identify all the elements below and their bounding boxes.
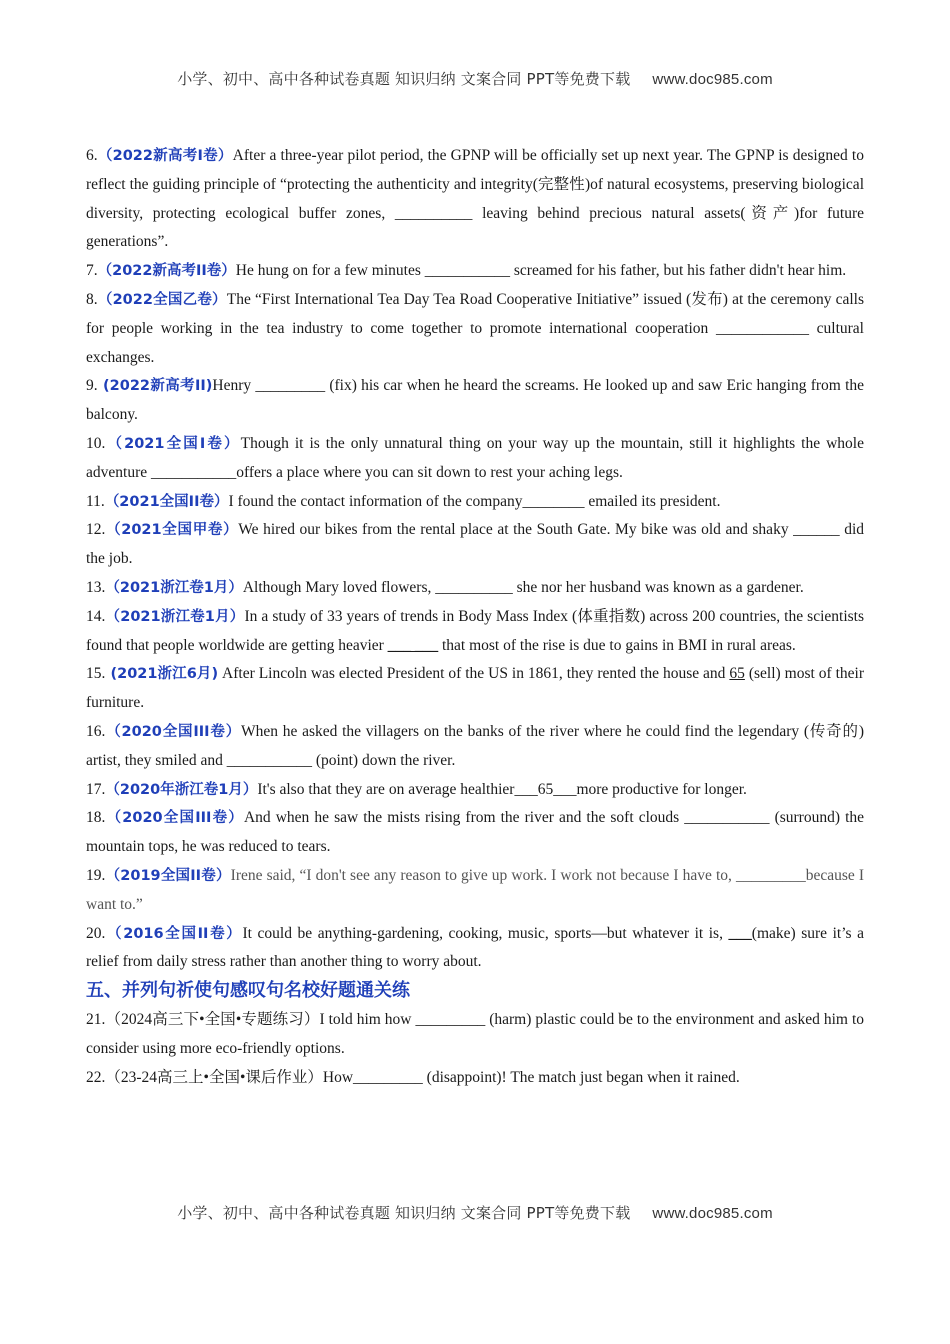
- header-banner: [0, 68, 950, 89]
- question-source: （2022全国乙卷）: [97, 291, 227, 308]
- question-source: （2022新高考I卷）: [97, 148, 233, 164]
- question-14: 14.（2021浙江卷1月）In a study of 33 years of trends in Body Mass Index (体重指数) across 200 countries, the scientists found that people worldwide are getting heavier ___ ___ that most of the rise is due to gains in BMI in rural areas.: [86, 607, 864, 654]
- question-source: （2022新高考II卷）: [97, 263, 236, 280]
- question-22: 22.（23-24高三上•全国•课后作业）How_________ (disappoint)! The match just began when it rained.: [86, 1068, 740, 1086]
- question-text: In a study of 33 years of trends in Body Mass Index (体重指数) across 200 countries, the scientists found that people worldwide are getting heavier: [86, 607, 864, 654]
- question-text: When he asked the villagers on the banks of the river where he could find the legendary (传奇的) artist, they smiled and ___________ (point) down the river.: [86, 722, 864, 769]
- answer-blank: ___ ___: [387, 636, 439, 654]
- question-text-cont: that most of the rise is due to gains in BMI in rural areas.: [438, 636, 796, 654]
- answer-blank: ___: [728, 924, 752, 942]
- question-source: （2021全国II卷）: [104, 493, 229, 510]
- question-text: It's also that they are on average healthier___65___more productive for longer.: [257, 780, 747, 798]
- answer-blank: 65: [729, 665, 745, 683]
- question-text: And when he saw the mists rising from the river and the soft clouds ___________ (surround) the mountain tops, he was reduced to tears.: [86, 809, 865, 856]
- question-text: Though it is the only unnatural thing on your way up the mountain, still it highlights the whole adventure ___________offers a place where you can sit down to rest your aching legs.: [86, 434, 864, 481]
- question-6: 6.（2022新高考I卷）After a three-year pilot period, the GPNP will be officially set up next year. The GPNP is designed to reflect the guiding principle of “protecting the authenticity and integrity(完整性)of natural ecosystems, preserving biological diversity, protecting ecological buffer zones, __________ leaving behind precious natural assets(资产)for future generations”.: [86, 147, 864, 251]
- footer-banner: [0, 1202, 950, 1223]
- question-17: 17.（2020年浙江卷1月）It's also that they are on average healthier___65___more productive for longer.: [86, 780, 747, 798]
- question-text: How_________ (disappoint)! The match just began when it rained.: [322, 1068, 740, 1086]
- question-source: （2020全国III卷）: [105, 810, 244, 827]
- banner-text: 小学、初中、高中各种试卷真题 知识归纳 文案合同 PPT等免费下载: [177, 1204, 631, 1222]
- question-9: 9. (2022新高考II)Henry _________ (fix) his car when he heard the screams. He looked up and saw Eric hanging from the balcony.: [86, 377, 865, 424]
- question-source: （2021浙江卷1月）: [105, 579, 243, 596]
- question-text: It could be anything-gardening, cooking, music, sports—but whatever it is,: [242, 924, 729, 942]
- question-source: (2022新高考II): [97, 378, 213, 395]
- question-7: 7.（2022新高考II卷）He hung on for a few minutes ___________ screamed for his father, but his father didn't hear him.: [86, 262, 847, 280]
- question-10: 10.（2021全国I卷）Though it is the only unnatural thing on your way up the mountain, still it highlights the whole adventure ___________offers a place where you can sit down to rest your aching legs.: [86, 434, 864, 481]
- banner-text: 小学、初中、高中各种试卷真题 知识归纳 文案合同 PPT等免费下载: [177, 70, 631, 88]
- question-15: 15. (2021浙江6月) After Lincoln was elected President of the US in 1861, they rented the house and 65 (sell) most of their furniture.: [86, 665, 865, 712]
- question-18: 18.（2020全国III卷）And when he saw the mists rising from the river and the soft clouds ___________ (surround) the mountain tops, he was reduced to tears.: [86, 809, 865, 856]
- question-source: （2024高三下•全国•专题练习）: [105, 1010, 320, 1028]
- question-list: [86, 142, 864, 1092]
- question-text: We hired our bikes from the rental place at the South Gate. My bike was old and shaky ______ did the job.: [86, 521, 865, 568]
- question-source: (2021浙江6月): [105, 666, 219, 683]
- section-title: 五、并列句祈使句感叹句名校好题通关练: [86, 980, 410, 1002]
- question-source: （2021浙江卷1月）: [105, 608, 245, 625]
- question-text: After Lincoln was elected President of the US in 1861, they rented the house and: [218, 665, 730, 683]
- question-source: （2019全国II卷）: [105, 867, 231, 884]
- question-text: After a three-year pilot period, the GPNP will be officially set up next year. The GPNP is designed to reflect the guiding principle of “protecting the authenticity and integrity(完整性)of natural ecosystems, preserving biological diversity, protecting ecological buffer zones, __________ leaving behind precious natural assets(资产)for future generations”.: [86, 147, 864, 251]
- question-20: 20.（2016全国II卷）It could be anything-gardening, cooking, music, sports—but whatever it is, ___(make) sure it’s a relief from daily stress rather than another thing to worry about.: [86, 924, 864, 971]
- question-source: （2016全国II卷）: [105, 925, 243, 942]
- question-source: （2021全国I卷）: [105, 435, 241, 452]
- question-text: I found the contact information of the company________ emailed its president.: [228, 492, 721, 510]
- question-16: 16.（2020全国III卷）When he asked the villagers on the banks of the river where he could find the legendary (传奇的) artist, they smiled and ___________ (point) down the river.: [86, 722, 864, 769]
- question-text-cont: (make) sure it’s a relief from daily stress rather than another thing to worry about.: [86, 924, 864, 971]
- question-19: 19.（2019全国II卷）Irene said, “I don't see any reason to give up work. I work not because I have to, _________because I want to.”: [86, 866, 864, 913]
- question-source: （2020年浙江卷1月）: [105, 781, 258, 798]
- question-source: （23-24高三上•全国•课后作业）: [105, 1068, 323, 1086]
- question-13: 13.（2021浙江卷1月）Although Mary loved flowers, __________ she nor her husband was known as a gardener.: [86, 578, 804, 596]
- question-11: 11.（2021全国II卷）I found the contact information of the company________ emailed its president.: [86, 492, 721, 510]
- question-text: Irene said, “I don't see any reason to give up work. I work not because I have to, _________because I want to.”: [86, 866, 864, 913]
- question-source: （2021全国甲卷）: [105, 522, 239, 539]
- question-text: Although Mary loved flowers, __________ she nor her husband was known as a gardener.: [242, 578, 804, 596]
- question-text: The “First International Tea Day Tea Road Cooperative Initiative” issued (发布) at the ceremony calls for people working in the tea industry to come together to promote international cooperation ____________ cultural exchanges.: [86, 290, 864, 366]
- question-text: I told him how _________ (harm) plastic could be to the environment and asked him to consider using more eco-friendly options.: [86, 1010, 864, 1057]
- question-source: （2020全国III卷）: [105, 723, 242, 740]
- question-text: Henry _________ (fix) his car when he heard the screams. He looked up and saw Eric hanging from the balcony.: [86, 377, 865, 424]
- question-12: 12.（2021全国甲卷）We hired our bikes from the rental place at the South Gate. My bike was old and shaky ______ did the job.: [86, 521, 865, 568]
- question-21: 21.（2024高三下•全国•专题练习）I told him how _________ (harm) plastic could be to the environment and asked him to consider using more eco-friendly options.: [86, 1010, 864, 1057]
- banner-url[interactable]: www.doc985.com: [652, 71, 773, 88]
- question-8: 8.（2022全国乙卷）The “First International Tea Day Tea Road Cooperative Initiative” issued (发布) at the ceremony calls for people working in the tea industry to come together to promote international cooperation ____________ cultural exchanges.: [86, 290, 864, 366]
- banner-url[interactable]: www.doc985.com: [652, 1205, 773, 1222]
- question-text-cont: (sell) most of their furniture.: [86, 665, 865, 712]
- question-text: He hung on for a few minutes ___________ screamed for his father, but his father didn't hear him.: [235, 262, 847, 280]
